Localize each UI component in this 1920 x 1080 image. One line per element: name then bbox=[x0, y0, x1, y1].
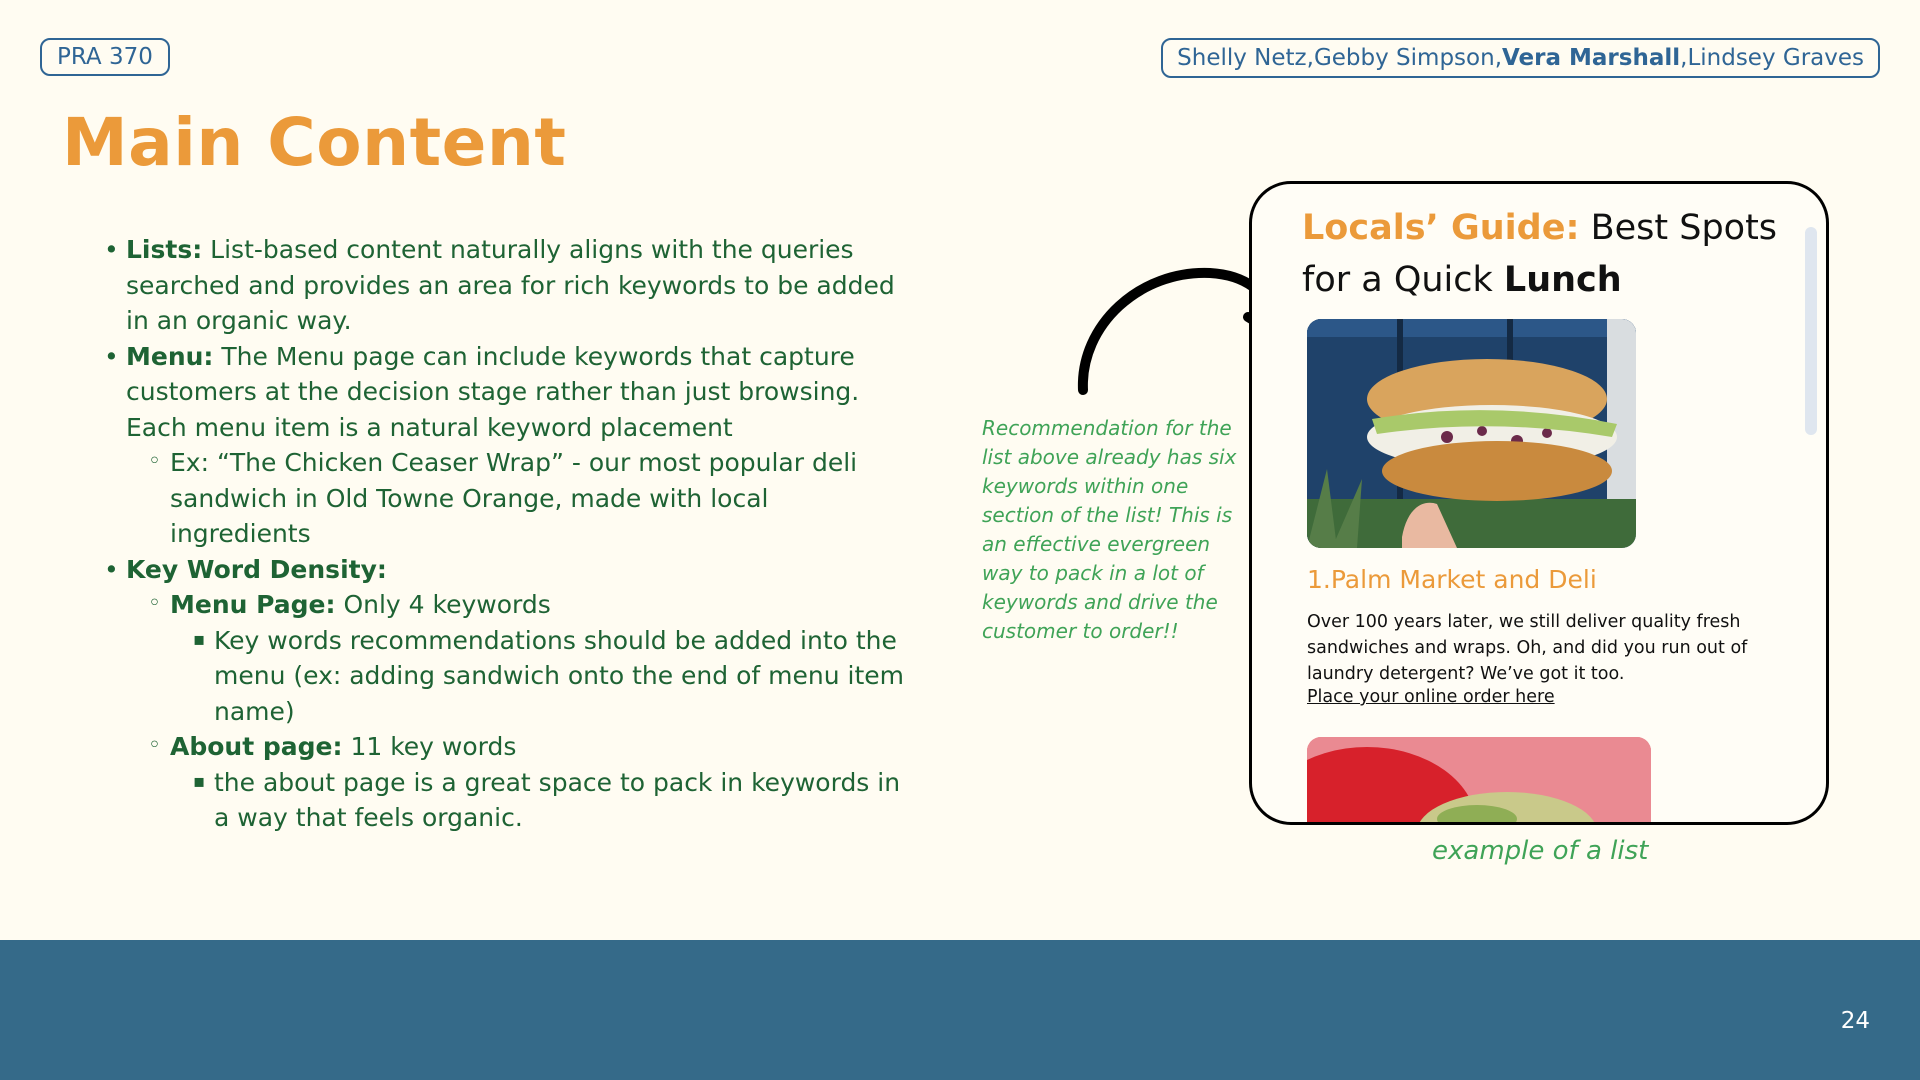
authors-box: Shelly Netz , Gebby Simpson , Vera Marshall , Lindsey Graves bbox=[1161, 38, 1880, 78]
bullet-about-page: ◦ About page: 11 key words bbox=[126, 729, 906, 765]
bullet-list bbox=[126, 232, 906, 836]
page-number: 24 bbox=[1840, 1008, 1870, 1034]
footer-bar bbox=[0, 940, 1920, 1080]
author-name: Gebby Simpson bbox=[1313, 45, 1495, 71]
annotation-text: Recommendation for the list above already has six keywords within one section of the list! This is an effective evergreen way to pack in a lot of keywords and drive the customer to order!! bbox=[982, 416, 1237, 643]
bullet-density: • Key Word Density: bbox=[126, 552, 906, 588]
sandwich-photo bbox=[1307, 319, 1636, 548]
second-food-photo bbox=[1307, 737, 1651, 825]
author-name: Shelly Netz bbox=[1177, 45, 1307, 71]
course-tag bbox=[40, 38, 170, 76]
example-list-card bbox=[1249, 181, 1829, 825]
entry-description: Over 100 years later, we still deliver quality fresh sandwiches and wraps. Oh, and did you run out of laundry detergent? We’ve got it too. bbox=[1307, 612, 1748, 684]
bullet-menu-page: ◦ Menu Page: Only 4 keywords bbox=[126, 587, 906, 623]
entry-title: 1.Palm Market and Deli bbox=[1307, 565, 1597, 594]
scrollbar[interactable] bbox=[1805, 227, 1817, 435]
bullet-menu: • Menu: The Menu page can include keywords that capture customers at the decision stage rather than just browsing. Each menu item is a natural keyword placement bbox=[126, 339, 906, 446]
guide-title: Locals’ Guide: Best Spots for a Quick Lunch bbox=[1302, 208, 1778, 300]
page-title: Main Content bbox=[62, 104, 567, 181]
bullet-about-page-detail: ▪ the about page is a great space to pack in keywords in a way that feels organic. bbox=[126, 765, 906, 836]
list-caption: example of a list bbox=[1432, 836, 1649, 866]
bullet-menu-page-detail: ▪ Key words recommendations should be added into the menu (ex: adding sandwich onto the end of menu item name) bbox=[126, 623, 906, 730]
order-online-link[interactable]: Place your online order here bbox=[1307, 687, 1555, 707]
bullet-menu-example: ◦ Ex: “The Chicken Ceaser Wrap” - our most popular deli sandwich in Old Towne Orange, made with local ingredients bbox=[126, 445, 906, 552]
course-code: PRA 370 bbox=[57, 44, 153, 70]
author-name-highlighted: Vera Marshall bbox=[1502, 45, 1681, 71]
bullet-lists: • Lists: List-based content naturally aligns with the queries searched and provides an area for rich keywords to be added in an organic way. bbox=[126, 232, 906, 339]
author-name: Lindsey Graves bbox=[1687, 45, 1864, 71]
